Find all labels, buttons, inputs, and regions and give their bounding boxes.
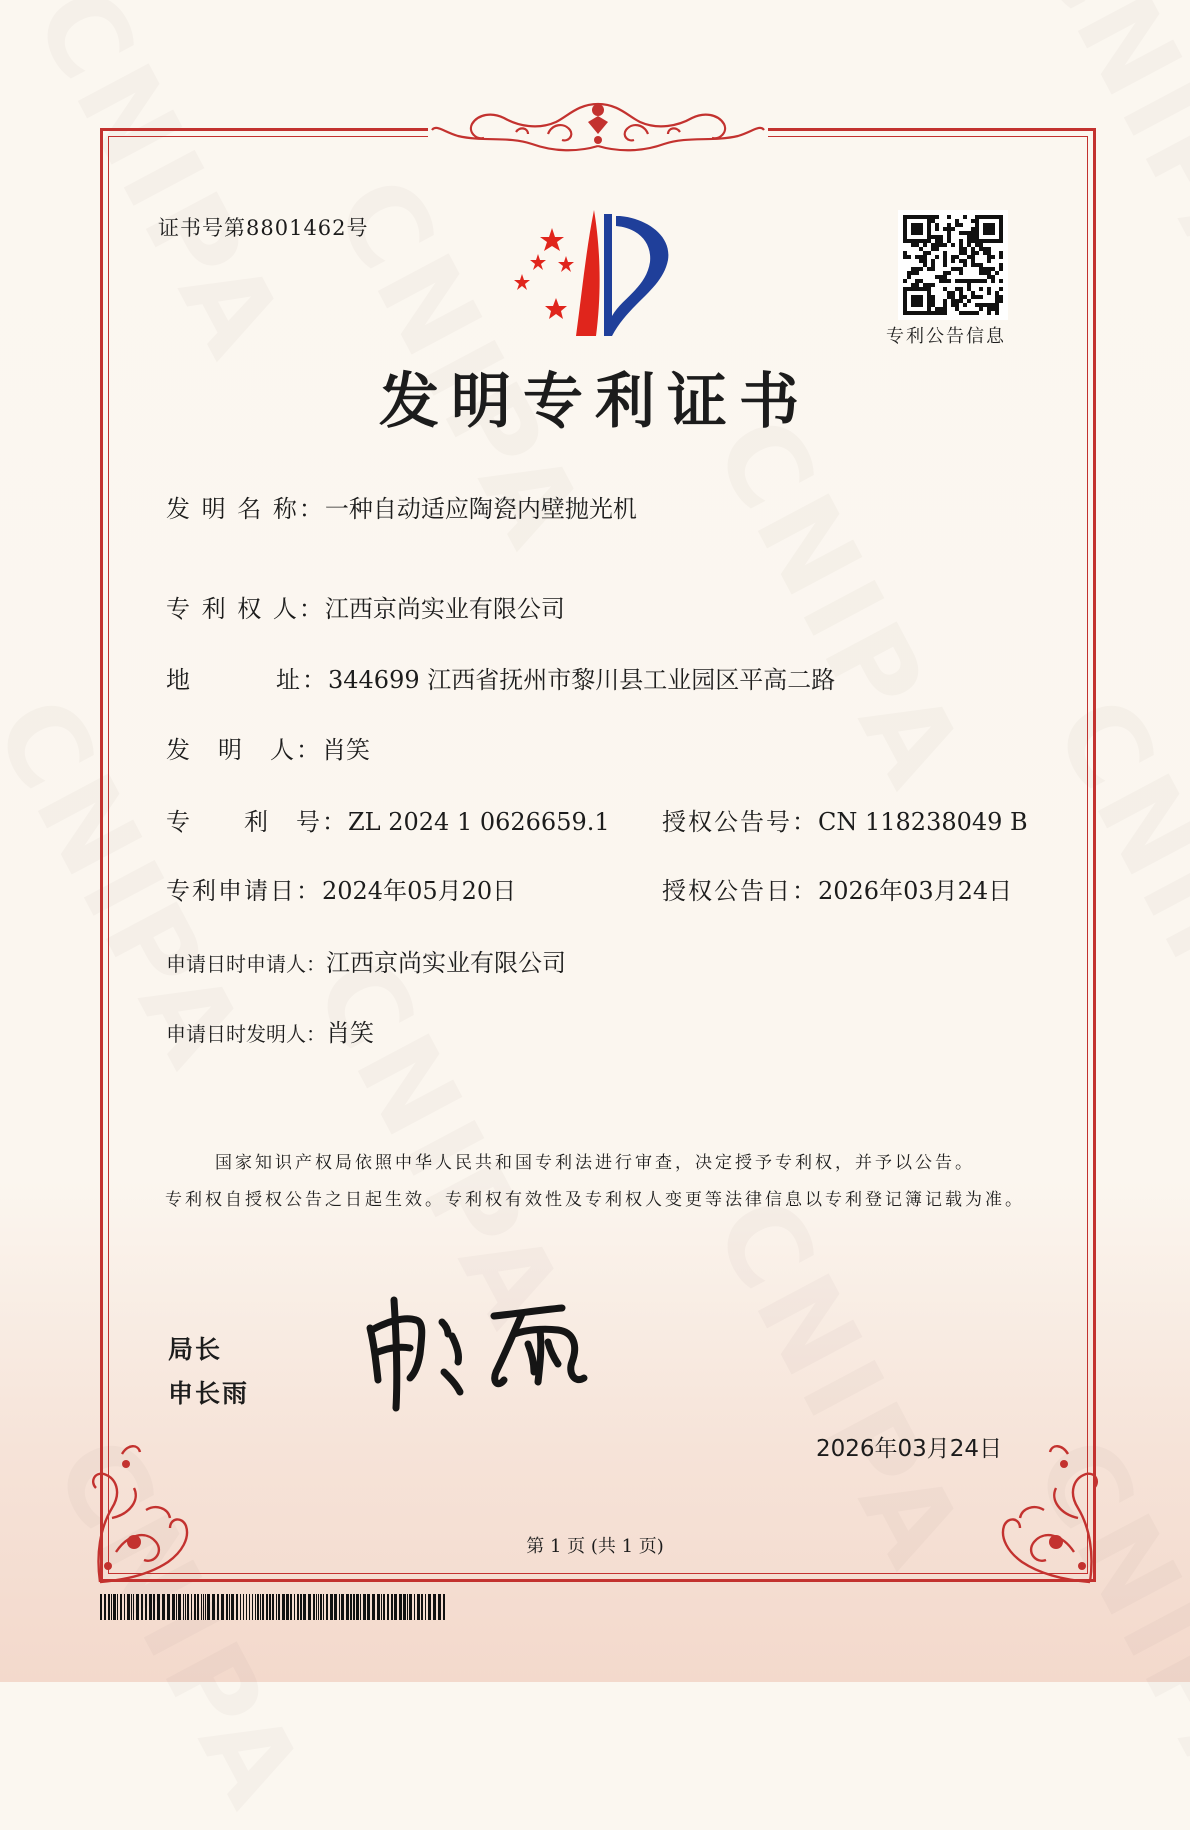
field-value: ZL 2024 1 0626659.1 bbox=[348, 808, 610, 836]
field-value: 肖笑 bbox=[322, 736, 370, 764]
top-ornament bbox=[428, 96, 768, 162]
field-grant-publication-number bbox=[662, 807, 1028, 837]
field-label: 授权公告号： bbox=[662, 808, 818, 836]
field-invention-name bbox=[166, 494, 637, 524]
field-value: 肖笑 bbox=[326, 1019, 374, 1047]
field-grant-publication-date bbox=[662, 876, 1012, 906]
corner-ornament-left bbox=[86, 1434, 196, 1584]
field-address bbox=[166, 665, 835, 695]
handwritten-signature bbox=[364, 1292, 624, 1412]
notice-line-1: 国家知识产权局依照中华人民共和国专利法进行审查，决定授予专利权，并予以公告。 bbox=[215, 1153, 975, 1173]
field-inventor bbox=[166, 735, 370, 765]
field-label: 授权公告日： bbox=[662, 877, 818, 905]
field-label: 申请日时申请人： bbox=[166, 952, 326, 976]
field-label: 发 明 名 称： bbox=[166, 495, 325, 523]
director-title: 局长 bbox=[168, 1335, 223, 1364]
field-value: 2026年03月24日 bbox=[818, 877, 1013, 905]
cnipa-emblem-logo bbox=[512, 206, 688, 340]
field-application-date bbox=[166, 876, 516, 906]
field-label: 址： bbox=[276, 666, 328, 694]
qr-code[interactable] bbox=[898, 210, 1008, 320]
field-applicant-at-filing bbox=[166, 948, 566, 979]
field-value: 2024年05月20日 bbox=[322, 877, 517, 905]
field-inventor-at-filing bbox=[166, 1018, 374, 1049]
qr-caption: 专利公告信息 bbox=[886, 326, 1006, 347]
field-value: 一种自动适应陶瓷内壁抛光机 bbox=[324, 495, 637, 523]
field-patentee bbox=[166, 594, 565, 624]
corner-ornament-right bbox=[994, 1434, 1104, 1584]
field-label: 专 利 权 人： bbox=[166, 595, 325, 623]
page-title: 发明专利证书 bbox=[379, 367, 811, 437]
director-name: 申长雨 bbox=[168, 1379, 250, 1408]
field-label: 申请日时发明人： bbox=[166, 1022, 326, 1046]
notice-line-2: 专利权自授权公告之日起生效。专利权有效性及专利权人变更等法律信息以专利登记簿记载为准。 bbox=[165, 1190, 1025, 1210]
barcode bbox=[100, 1594, 450, 1620]
field-label: 地 bbox=[166, 666, 192, 694]
field-label: 专利申请日： bbox=[166, 877, 322, 905]
field-label: 专 利 号： bbox=[166, 808, 348, 836]
certificate-number: 证书号第8801462号 bbox=[158, 216, 369, 240]
field-value: CN 118238049 B bbox=[818, 808, 1028, 836]
qr-code-pattern bbox=[898, 210, 1008, 320]
field-patent-number bbox=[166, 807, 610, 837]
field-value: 江西京尚实业有限公司 bbox=[326, 949, 566, 977]
sign-date: 2026年03月24日 bbox=[816, 1436, 1003, 1462]
field-label: 发 明 人： bbox=[166, 736, 322, 764]
field-value: 344699 江西省抚州市黎川县工业园区平高二路 bbox=[328, 666, 836, 694]
page-number: 第 1 页 (共 1 页) bbox=[526, 1536, 664, 1557]
field-value: 江西京尚实业有限公司 bbox=[324, 595, 565, 623]
